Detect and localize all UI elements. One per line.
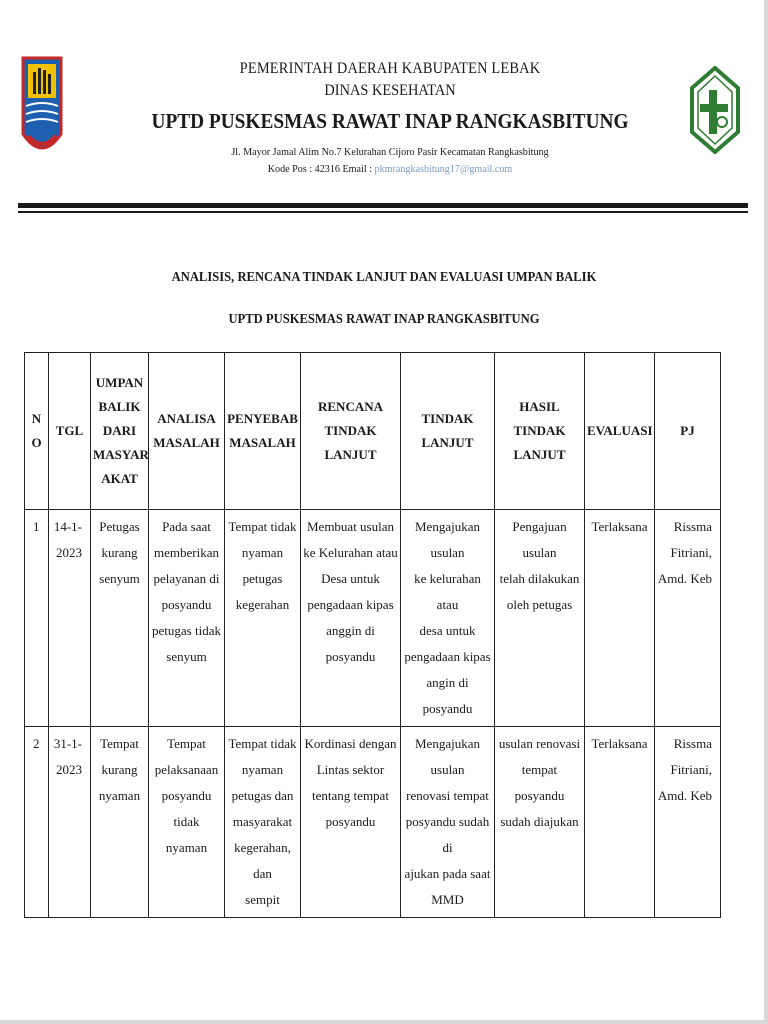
text-line: Rissma bbox=[673, 519, 712, 534]
text-line: posyandu sudah di bbox=[405, 814, 490, 855]
text-line: usulan renovasi bbox=[498, 736, 581, 751]
text-line: tentang tempat bbox=[312, 788, 389, 803]
text-line: BALIK bbox=[98, 399, 141, 414]
cell-pj bbox=[655, 510, 721, 727]
cell-hasil-tindak-lanjut bbox=[495, 510, 585, 727]
puskesmas-emblem-icon bbox=[690, 66, 740, 154]
text-line: petugas tidak bbox=[152, 623, 221, 638]
text-line: Kordinasi dengan bbox=[304, 736, 397, 751]
text-line: kurang bbox=[101, 762, 138, 777]
text-line: masyarakat bbox=[232, 814, 293, 829]
header-hasil-tindak-lanjut bbox=[495, 353, 585, 510]
text-line: sudah diajukan bbox=[500, 814, 579, 829]
text-line: Tempat tidak bbox=[228, 736, 297, 751]
text-line: Rissma bbox=[673, 736, 712, 751]
text-line: Pada saat bbox=[162, 519, 211, 534]
text-line: PENYEBAB bbox=[227, 411, 298, 426]
page-edge-bottom bbox=[0, 1020, 768, 1024]
text-line: kurang bbox=[101, 545, 138, 560]
text-line: Mengajukan usulan bbox=[415, 736, 480, 777]
text-line: nyaman bbox=[241, 545, 284, 560]
text-line: TINDAK bbox=[421, 411, 474, 426]
text-line: anggin di bbox=[326, 623, 375, 638]
text-line: Lintas sektor bbox=[316, 762, 385, 777]
text-line: kegerahan, dan bbox=[234, 840, 291, 881]
cell-evaluasi: Terlaksana bbox=[585, 510, 655, 727]
text-line: UMPAN bbox=[95, 375, 144, 390]
text-line: pengadaan kipas bbox=[404, 649, 491, 664]
evaluation-table bbox=[24, 352, 721, 918]
document-subtitle: UPTD PUSKESMAS RAWAT INAP RANGKASBITUNG bbox=[228, 312, 540, 327]
cell-umpan-balik bbox=[91, 727, 149, 918]
email-address: pkmrangkasbitung17@gmail.com bbox=[374, 163, 513, 175]
text-line: LANJUT bbox=[324, 447, 377, 462]
letterhead-rule-thin bbox=[18, 211, 748, 213]
text-line: Fitriani, bbox=[670, 762, 712, 777]
text-line: 31-1- bbox=[53, 736, 82, 751]
text-line: N bbox=[31, 411, 42, 426]
cell-tgl bbox=[49, 727, 91, 918]
text-line: Membuat usulan bbox=[306, 519, 394, 534]
table-header-row bbox=[25, 353, 721, 510]
text-line: oleh petugas bbox=[506, 597, 573, 612]
text-line: tempat posyandu bbox=[514, 762, 565, 803]
text-line: DARI bbox=[102, 423, 137, 438]
cell-pj bbox=[655, 727, 721, 918]
text-line: Fitriani, bbox=[670, 545, 712, 560]
cell-no: 1 bbox=[25, 510, 49, 727]
government-name: PEMERINTAH DAERAH KABUPATEN LEBAK bbox=[239, 60, 541, 77]
letterhead-rule-thick bbox=[18, 203, 748, 208]
cell-tindak-lanjut bbox=[401, 510, 495, 727]
cell-analisa-masalah bbox=[149, 727, 225, 918]
text-line: petugas bbox=[242, 571, 283, 586]
kabupaten-lebak-emblem-icon bbox=[20, 56, 64, 164]
text-line: petugas dan bbox=[231, 788, 294, 803]
text-line: Tempat tidak bbox=[228, 519, 297, 534]
cell-hasil-tindak-lanjut bbox=[495, 727, 585, 918]
text-line: MMD bbox=[431, 892, 464, 907]
text-line: desa untuk bbox=[419, 623, 476, 638]
text-line: pelayanan di bbox=[153, 571, 220, 586]
text-line: memberikan bbox=[154, 545, 219, 560]
text-line: pelaksanaan bbox=[154, 762, 219, 777]
cell-umpan-balik bbox=[91, 510, 149, 727]
text-line: MASALAH bbox=[229, 435, 296, 450]
text-line: HASIL TINDAK bbox=[513, 399, 566, 438]
header-rencana-tindak-lanjut bbox=[301, 353, 401, 510]
text-line: renovasi tempat bbox=[406, 788, 489, 803]
text-line: nyaman bbox=[98, 788, 141, 803]
text-line: telah dilakukan bbox=[499, 571, 580, 586]
text-line: posyandu bbox=[325, 649, 376, 664]
text-line: nyaman bbox=[165, 840, 208, 855]
postal-label: Kode Pos : 42316 Email : bbox=[267, 163, 375, 175]
text-line: ke Kelurahan atau bbox=[303, 545, 398, 560]
header-analisa-masalah bbox=[149, 353, 225, 510]
text-line: posyandu bbox=[325, 814, 376, 829]
text-line: ANALISA bbox=[157, 411, 216, 426]
text-line: 14-1- bbox=[53, 519, 82, 534]
department-name: DINAS KESEHATAN bbox=[324, 82, 456, 99]
text-line: MASYAR bbox=[93, 447, 149, 462]
text-line: Petugas bbox=[99, 519, 140, 534]
text-line: senyum bbox=[166, 649, 207, 664]
text-line: Tempat bbox=[100, 736, 139, 751]
text-line: kegerahan bbox=[235, 597, 290, 612]
header-penyebab-masalah bbox=[225, 353, 301, 510]
text-line: posyandu bbox=[161, 597, 212, 612]
text-line: ke kelurahan atau bbox=[414, 571, 481, 612]
address: Jl. Mayor Jamal Alim No.7 Kelurahan Cijoro Pasir Kecamatan Rangkasbitung bbox=[231, 146, 549, 158]
text-line: senyum bbox=[99, 571, 140, 586]
header-tindak-lanjut bbox=[401, 353, 495, 510]
text-line: 2023 bbox=[56, 762, 82, 777]
table-row bbox=[25, 510, 721, 727]
header-no bbox=[25, 353, 49, 510]
text-line: Amd. Keb bbox=[657, 788, 712, 803]
text-line: LANJUT bbox=[421, 435, 474, 450]
cell-rencana-tindak-lanjut bbox=[301, 510, 401, 727]
text-line: Tempat bbox=[167, 736, 206, 751]
header-umpan-balik bbox=[91, 353, 149, 510]
header-pj: PJ bbox=[655, 353, 721, 510]
institution-name: UPTD PUSKESMAS RAWAT INAP RANGKASBITUNG bbox=[151, 109, 629, 133]
text-line: angin di posyandu bbox=[422, 675, 473, 716]
text-line: Pengajuan usulan bbox=[512, 519, 567, 560]
text-line: Desa untuk bbox=[321, 571, 380, 586]
letterhead bbox=[120, 58, 660, 178]
cell-analisa-masalah bbox=[149, 510, 225, 727]
text-line: RENCANA bbox=[318, 399, 383, 414]
text-line: Mengajukan usulan bbox=[415, 519, 480, 560]
text-line: posyandu tidak bbox=[161, 788, 212, 829]
postal-email-line bbox=[142, 161, 639, 178]
text-line: sempit bbox=[245, 892, 280, 907]
table-row bbox=[25, 727, 721, 918]
text-line: 2023 bbox=[56, 545, 82, 560]
cell-penyebab-masalah bbox=[225, 727, 301, 918]
text-line: Amd. Keb bbox=[657, 571, 712, 586]
page-edge-right bbox=[764, 0, 768, 1024]
text-line: MASALAH bbox=[153, 435, 220, 450]
header-tgl: TGL bbox=[49, 353, 91, 510]
cell-no: 2 bbox=[25, 727, 49, 918]
document-title: ANALISIS, RENCANA TINDAK LANJUT DAN EVALUASI UMPAN BALIK bbox=[171, 270, 597, 285]
cell-evaluasi: Terlaksana bbox=[585, 727, 655, 918]
text-line: LANJUT bbox=[513, 447, 566, 462]
text-line: ajukan pada saat bbox=[404, 866, 491, 881]
text-line: TINDAK bbox=[324, 423, 377, 438]
text-line: nyaman bbox=[241, 762, 284, 777]
cell-tindak-lanjut bbox=[401, 727, 495, 918]
cell-rencana-tindak-lanjut bbox=[301, 727, 401, 918]
text-line: AKAT bbox=[101, 471, 138, 486]
text-line: pengadaan kipas bbox=[307, 597, 394, 612]
cell-tgl bbox=[49, 510, 91, 727]
text-line: O bbox=[31, 435, 42, 450]
cell-penyebab-masalah bbox=[225, 510, 301, 727]
header-evaluasi: EVALUASI bbox=[585, 353, 655, 510]
